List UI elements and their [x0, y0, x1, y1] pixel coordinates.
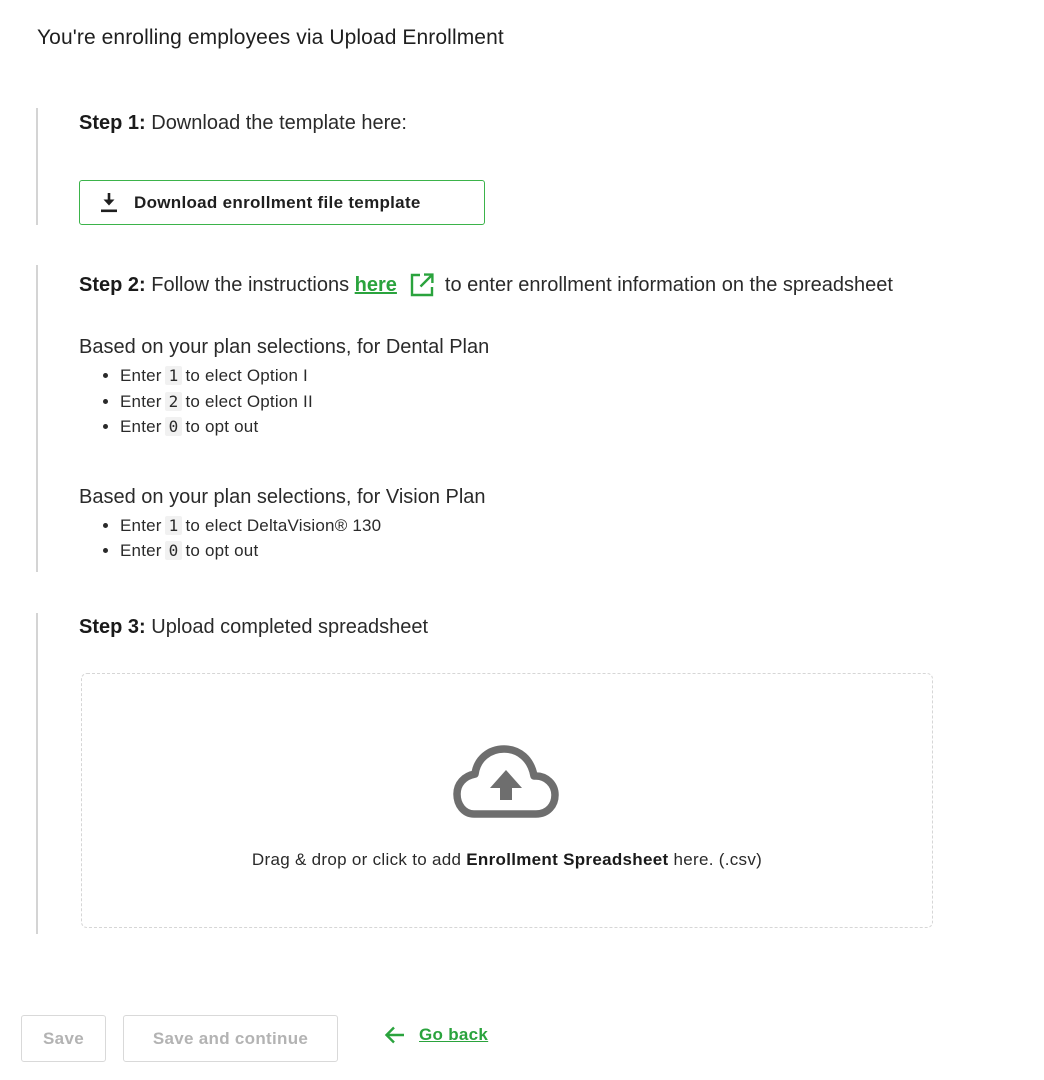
list-item	[120, 513, 1036, 539]
option-suffix: to elect DeltaVision® 130	[185, 515, 382, 535]
option-code: 2	[165, 392, 183, 411]
option-prefix: Enter	[120, 541, 162, 560]
option-suffix: to elect Option II	[185, 391, 313, 411]
list-item	[120, 538, 1036, 564]
option-suffix: to elect Option I	[185, 366, 308, 385]
arrow-left-icon	[384, 1024, 406, 1046]
list-item	[120, 363, 1036, 389]
external-link-icon[interactable]	[409, 272, 435, 298]
go-back-link[interactable]	[384, 1024, 488, 1046]
vision-plan-heading: Based on your plan selections, for Vision Plan	[79, 485, 486, 508]
dropzone-text	[82, 850, 932, 870]
dental-plan-block	[79, 336, 1036, 440]
option-suffix: to opt out	[185, 541, 259, 560]
option-code: 1	[165, 366, 183, 385]
step-2-section	[36, 265, 1036, 572]
dropzone-text-after: here. (.csv)	[668, 850, 763, 869]
option-prefix: Enter	[120, 515, 162, 535]
page-title: You're enrolling employees via Upload Enrollment	[37, 26, 504, 49]
save-and-continue-button[interactable]: Save and continue	[123, 1015, 338, 1062]
step-1-label: Step 1:	[79, 112, 146, 134]
option-code: 0	[165, 417, 183, 436]
step-3-label: Step 3:	[79, 616, 146, 638]
step-1-section	[36, 108, 1016, 225]
download-template-label: Download enrollment file template	[134, 192, 421, 212]
save-button[interactable]: Save	[21, 1015, 106, 1062]
option-prefix: Enter	[120, 417, 162, 436]
step-1-instruction	[79, 112, 1016, 135]
step-2-label: Step 2:	[79, 273, 146, 296]
dental-plan-heading: Based on your plan selections, for Dental Plan	[79, 336, 490, 358]
option-prefix: Enter	[120, 366, 162, 385]
vision-plan-block	[79, 486, 1036, 564]
cloud-upload-icon	[452, 744, 560, 820]
step-3-instruction	[79, 616, 1016, 639]
go-back-label: Go back	[419, 1025, 489, 1044]
spreadsheet-dropzone[interactable]	[81, 673, 933, 928]
list-item	[120, 414, 1036, 440]
download-icon	[99, 192, 119, 214]
step-3-section	[36, 613, 1016, 934]
option-code: 1	[165, 516, 183, 535]
download-template-button[interactable]	[79, 180, 485, 225]
option-code: 0	[165, 541, 183, 560]
option-prefix: Enter	[120, 391, 162, 411]
step-1-text: Download the template here:	[145, 112, 407, 134]
step-3-text: Upload completed spreadsheet	[145, 616, 429, 638]
step-2-text-after: to enter enrollment information on the spreadsheet	[444, 273, 893, 296]
dental-plan-options	[79, 363, 1036, 440]
step-2-text-before: Follow the instructions	[145, 273, 355, 296]
vision-plan-options	[79, 513, 1036, 564]
dropzone-text-before: Drag & drop or click to add	[251, 850, 467, 869]
option-suffix: to opt out	[185, 417, 259, 436]
list-item	[120, 389, 1036, 415]
step-2-instruction	[79, 272, 1036, 298]
dropzone-text-bold: Enrollment Spreadsheet	[466, 850, 669, 869]
instructions-link[interactable]: here	[354, 273, 397, 296]
